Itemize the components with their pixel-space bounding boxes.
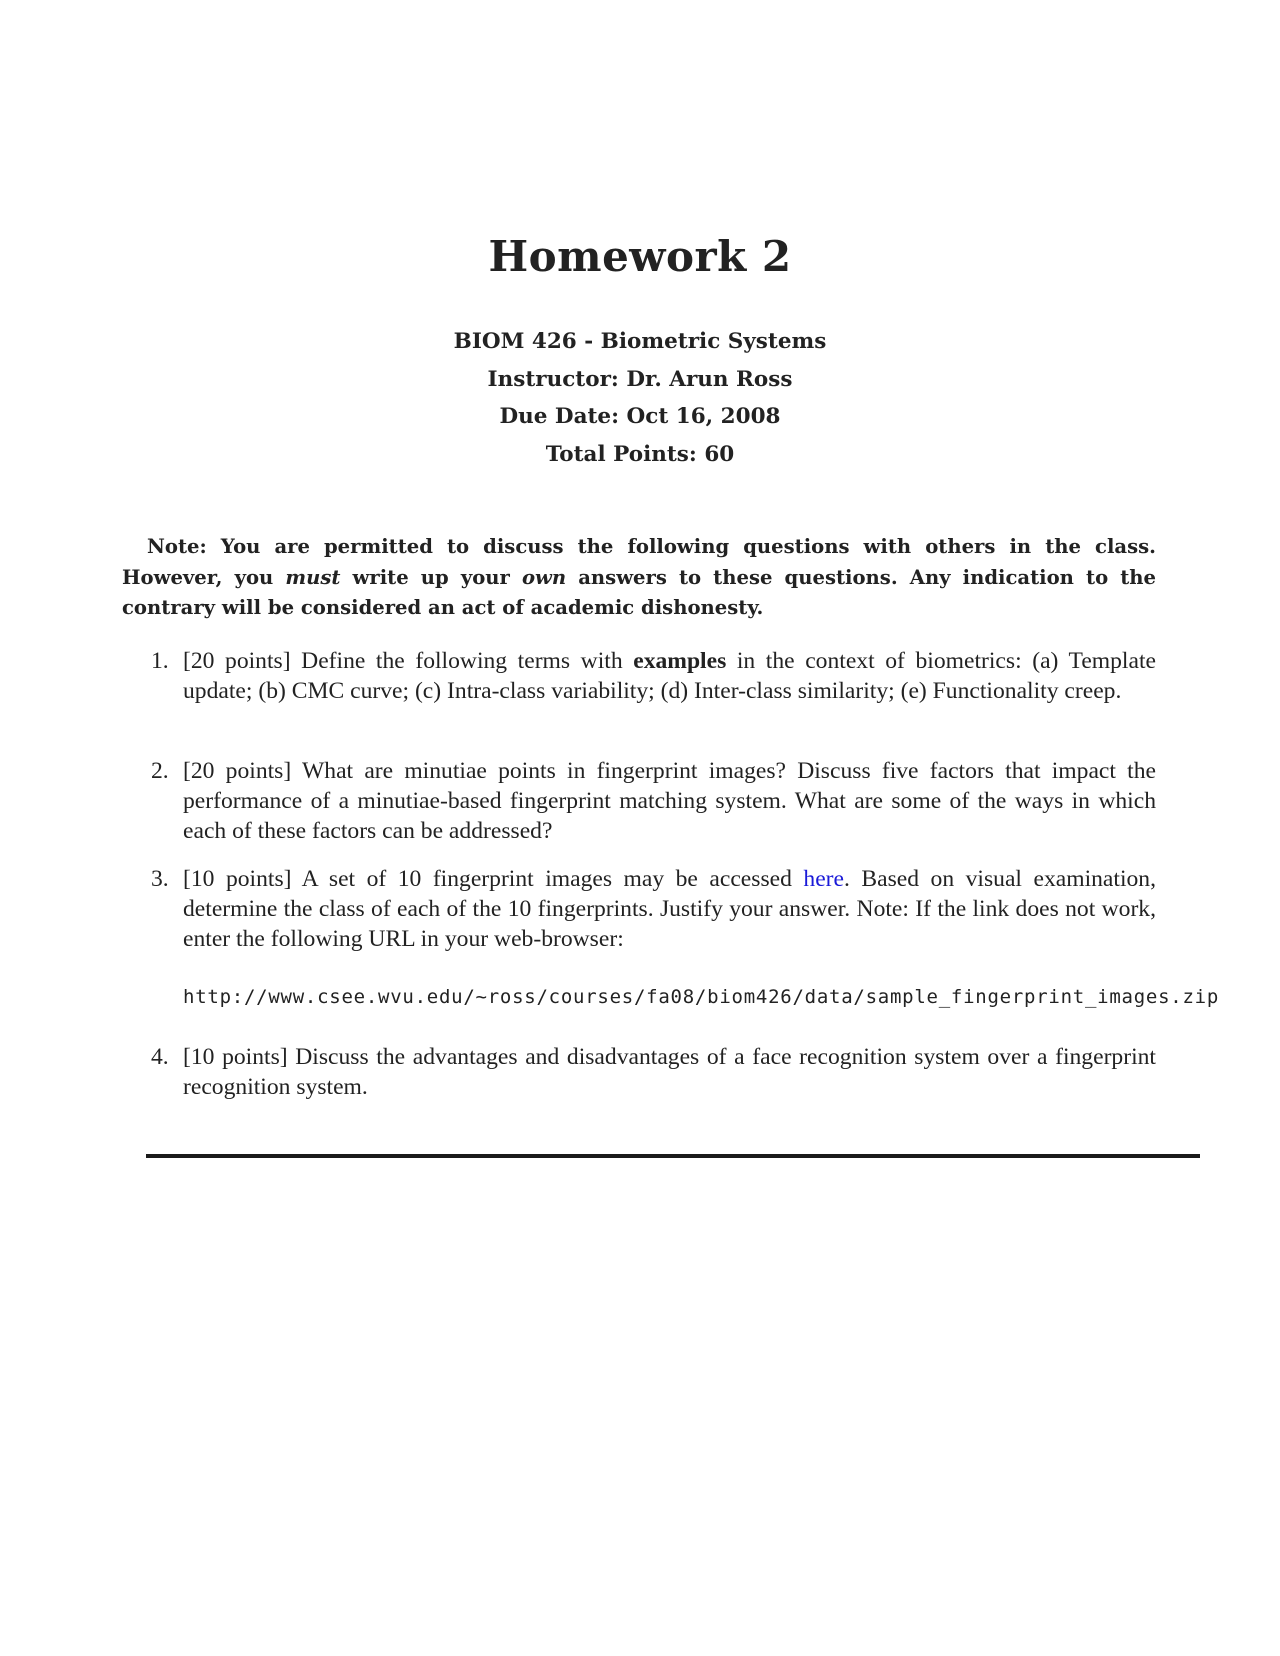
here-link[interactable]: here bbox=[803, 866, 845, 892]
question-1-text-pre: [20 points] Define the following terms with bbox=[183, 648, 634, 674]
due-date: Due Date: Oct 16, 2008 bbox=[499, 404, 781, 429]
question-number: 1. bbox=[151, 648, 169, 674]
question-1 bbox=[122, 646, 1156, 706]
question-number: 4. bbox=[151, 1044, 169, 1070]
question-number: 3. bbox=[151, 866, 169, 892]
question-text: [20 points] What are minutiae points in fingerprint images? Discuss five factors that impact the performance of a minutiae-based fingerprint matching system. What are some of the ways in which each of these factors can be addressed? bbox=[183, 758, 1156, 844]
note-text-2: write up your bbox=[340, 565, 522, 589]
question-1-bold-examples: examples bbox=[633, 648, 727, 674]
course-info bbox=[0, 323, 1280, 473]
question-4 bbox=[122, 1042, 1156, 1102]
question-2 bbox=[122, 756, 1156, 846]
total-points: Total Points: 60 bbox=[545, 441, 735, 467]
course-name: BIOM 426 - Biometric Systems bbox=[453, 329, 827, 354]
end-rule-divider bbox=[146, 1154, 1200, 1158]
page-title: Homework 2 bbox=[488, 232, 792, 281]
question-3 bbox=[122, 864, 1156, 954]
instructor: Instructor: Dr. Arun Ross bbox=[487, 366, 793, 392]
question-3-text-pre: [10 points] A set of 10 fingerprint images may be accessed bbox=[183, 866, 804, 892]
note-text-1: Note: You are permitted to discuss the following questions with others in the class. However, you bbox=[122, 535, 1156, 589]
note-emphasis-own: own bbox=[521, 565, 567, 589]
question-3-text-post: . Based on visual examination, determine the class of each of the 10 fingerprints. Justify your answer. Note: If the link does not work, enter the following URL in your web-browser: bbox=[183, 866, 1157, 952]
question-1-text-post: in the context of biometrics: (a) Template update; (b) CMC curve; (c) Intra-class variability; (d) Inter-class similarity; (e) Functionality creep. bbox=[183, 648, 1156, 704]
note-text-3: answers to these questions. Any indication to the contrary will be considered an act of academic dishonesty. bbox=[122, 565, 1157, 619]
note-emphasis-must: must bbox=[285, 565, 341, 589]
question-text: [10 points] Discuss the advantages and disadvantages of a face recognition system over a fingerprint recognition system. bbox=[183, 1044, 1156, 1100]
question-text bbox=[183, 864, 1156, 954]
question-text bbox=[183, 646, 1156, 706]
question-number: 2. bbox=[151, 758, 169, 784]
academic-honesty-note bbox=[122, 532, 1156, 624]
fingerprint-images-url: http://www.csee.wvu.edu/~ross/courses/fa08/biom426/data/sample_fingerprint_images.zip bbox=[183, 986, 1220, 1008]
